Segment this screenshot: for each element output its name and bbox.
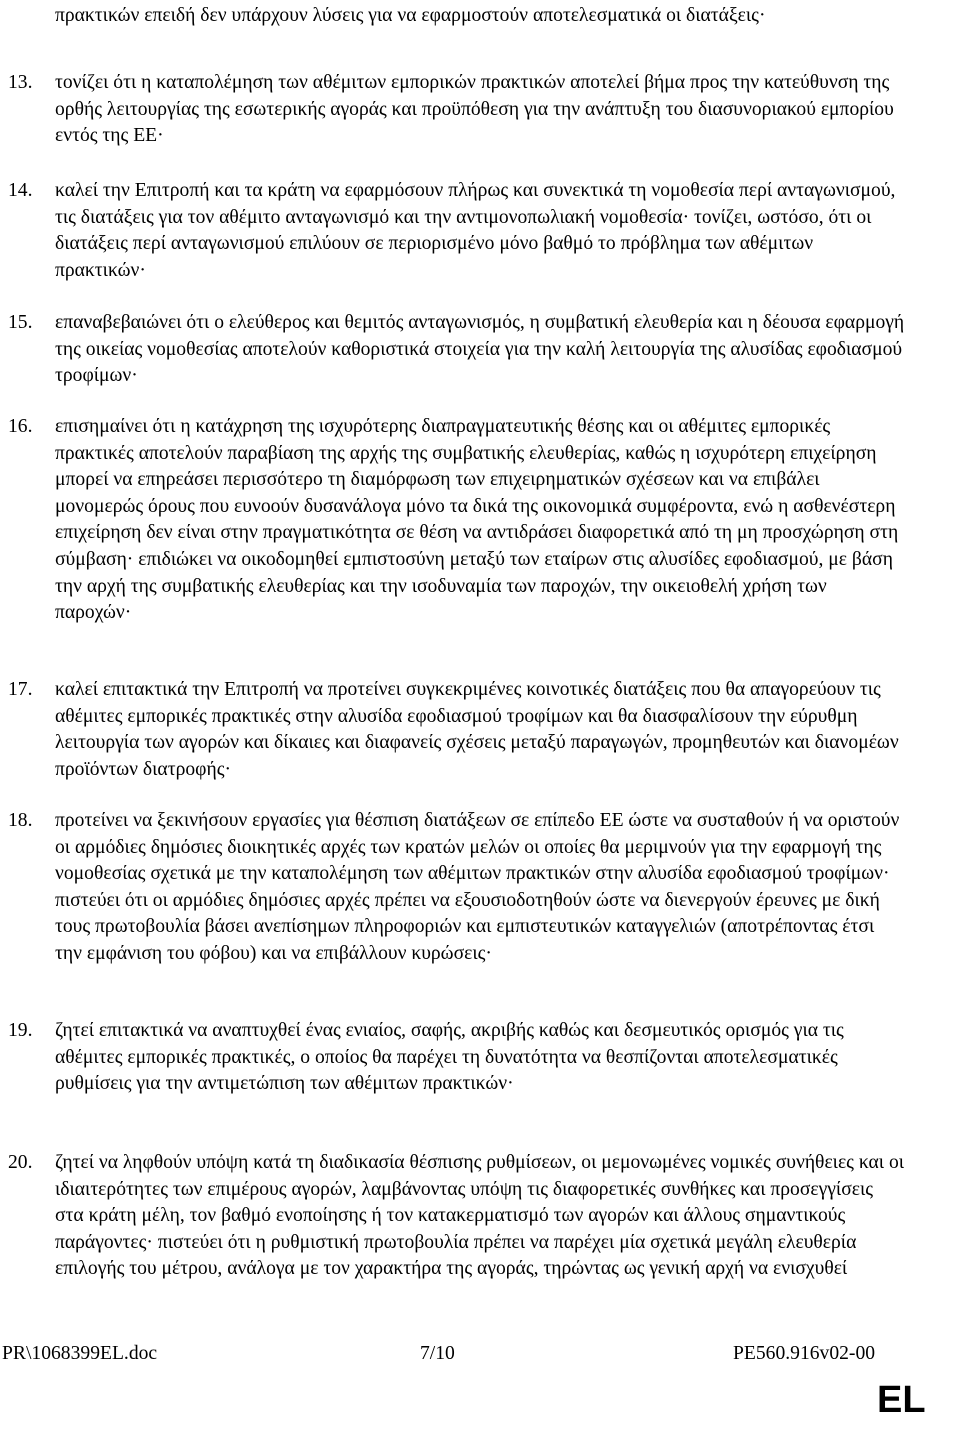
footer-page-number: 7/10 xyxy=(420,1343,455,1364)
paragraph-text: προτείνει να ξεκινήσουν εργασίες για θέσπιση διατάξεων σε επίπεδο ΕΕ ώστε να συσταθούν ή να οριστούν οι αρμόδιες δημόσιες διοικητικές αρχές των κρατών μελών οι οποίες θα μεριμνούν για την εφαρμογή της νομοθεσίας σχετικά με την καταπολέμηση των αθέμιτων πρακτικών στην αλυσίδα εφοδιασμού τροφίμων· πιστεύει ότι οι αρμόδιες δημόσιες αρχές πρέπει να εξουσιοδοτηθούν ώστε να διενεργούν έρευνες με δική τους πρωτοβουλία βάσει ανεπίσημων πληροφοριών και εμπιστευτικών καταγγελιών (αποτρέποντας έτσι την εμφάνιση του φόβου) και να επιβάλλουν κυρώσεις· xyxy=(55,810,900,964)
paragraph-text: καλεί την Επιτροπή και τα κράτη να εφαρμόσουν πλήρως και συνεκτικά τη νομοθεσία περί ανταγωνισμού, τις διατάξεις για τον αθέμιτο ανταγωνισμό και την αντιμονοπωλιακή νομοθεσία· τονίζει, ωστόσο, ότι οι διατάξεις περί ανταγωνισμού επιλύουν σε περιορισμένο μόνο βαθμό το πρόβλημα των αθέμιτων πρακτικών· xyxy=(55,180,896,281)
paragraph-text: ζητεί επιτακτικά να αναπτυχθεί ένας ενιαίος, σαφής, ακριβής καθώς και δεσμευτικός ορισμός για τις αθέμιτες εμπορικές πρακτικές, ο οποίος θα παρέχει τη δυνατότητα να θεσπίζονται αποτελεσματικές ρυθμίσεις για την αντιμετώπιση των αθέμιτων πρακτικών· xyxy=(55,1020,844,1095)
paragraph-number: 13. xyxy=(8,72,33,93)
paragraph-number: 19. xyxy=(8,1020,33,1041)
paragraph-text: τονίζει ότι η καταπολέμηση των αθέμιτων εμπορικών πρακτικών αποτελεί βήμα προς την κατεύθυνση της ορθής λειτουργίας της εσωτερικής αγοράς και προϋπόθεση για την ανάπτυξη του διασυνοριακού εμπορίου εντός της ΕΕ· xyxy=(55,72,894,147)
paragraph-text: επισημαίνει ότι η κατάχρηση της ισχυρότερης διαπραγματευτικής θέσης και οι αθέμιτες εμπορικές πρακτικές αποτελούν παραβίαση της αρχής της συμβατικής ελευθερίας, καθώς η ισχυρότερη επιχείρηση μπορεί να επηρεάσει περισσότερο τη διαμόρφωση των επιχειρηματικών σχέσεων και να επιβάλει μονομερώς όρους που ευνοούν δυσανάλογα μόνο τα δικά της οικονομικά συμφέροντα, ενώ η ασθενέστερη επιχείρηση δεν είναι στην πραγματικότητα σε θέση να αντιδράσει διαφορετικά από τη μη προσχώρηση στη σύμβαση· επιδιώκει να οικοδομηθεί εμπιστοσύνη μεταξύ των εταίρων στις αλυσίδες εφοδιασμού, με βάση την αρχή της συμβατικής ελευθερίας και την ισοδυναμία των παροχών, την οικειοθελή χρήση των παροχών· xyxy=(55,416,899,624)
paragraph-number: 15. xyxy=(8,312,33,333)
paragraph-number: 16. xyxy=(8,416,33,437)
paragraph-text: καλεί επιτακτικά την Επιτροπή να προτείνει συγκεκριμένες κοινοτικές διατάξεις που θα απαγορεύουν τις αθέμιτες εμπορικές πρακτικές στην αλυσίδα εφοδιασμού τροφίμων και θα διασφαλίσουν την εύρυθμη λειτουργία των αγορών και δίκαιες και διαφανείς σχέσεις μεταξύ παραγωγών, προμηθευτών και διανομέων προϊόντων διατροφής· xyxy=(55,679,899,780)
language-code: EL xyxy=(877,1379,926,1421)
paragraph-number: 18. xyxy=(8,810,33,831)
paragraph-text: ζητεί να ληφθούν υπόψη κατά τη διαδικασία θέσπισης ρυθμίσεων, οι μεμονωμένες νομικές συνήθειες και οι ιδιαιτερότητες των επιμέρους αγορών, λαμβάνοντας υπόψη τις διαφορετικές συνθήκες και προσεγγίσεις στα κράτη μέλη, τον βαθμό ενοποίησης ή τον κατακερματισμό των αγορών και άλλους σημαντικούς παράγοντες· πιστεύει ότι η ρυθμιστική πρωτοβουλία πρέπει να παρέχει μία σχετικά μεγάλη ελευθερία επιλογής του μέτρου, ανάλογα με τον χαρακτήρα της αγοράς, τηρώντας ως γενική αρχή να ενισχυθεί xyxy=(55,1152,905,1280)
paragraph-number: 17. xyxy=(8,679,33,700)
footer-filename: PR\1068399EL.doc xyxy=(2,1343,158,1364)
paragraph-number: 20. xyxy=(8,1152,33,1173)
paragraph-number: 14. xyxy=(8,180,33,201)
intro-paragraph: πρακτικών επειδή δεν υπάρχουν λύσεις για να εφαρμοστούν αποτελεσματικά οι διατάξεις· xyxy=(55,5,766,26)
paragraph-text: επαναβεβαιώνει ότι ο ελεύθερος και θεμιτός ανταγωνισμός, η συμβατική ελευθερία και η δέουσα εφαρμογή της οικείας νομοθεσίας αποτελούν καθοριστικά στοιχεία για την καλή λειτουργία της αλυσίδας εφοδιασμού τροφίμων· xyxy=(55,312,905,387)
footer-reference: PE560.916v02-00 xyxy=(733,1343,876,1364)
